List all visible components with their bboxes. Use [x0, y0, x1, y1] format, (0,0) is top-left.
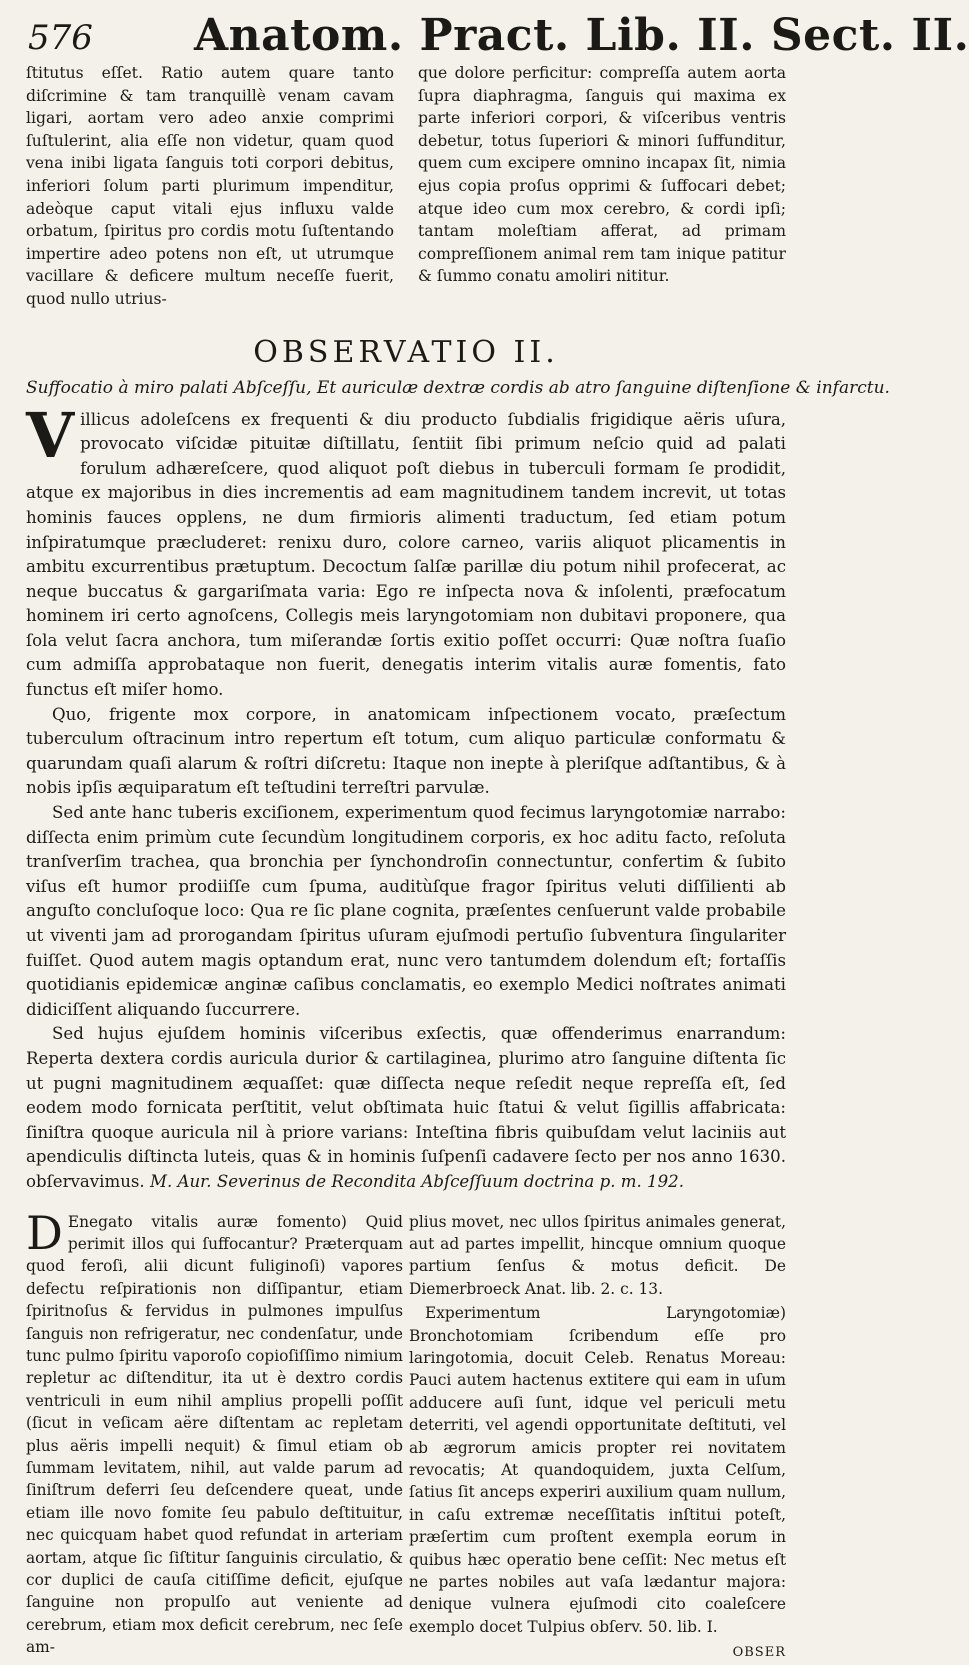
paragraph-text: Sed hujus ejuſdem hominis viſceribus exſectis, quæ offenderimus enarrandum: Reperta dextera cordis auricula durior & cartilaginea, plurimo atro ſanguine diſtenta ſic ut pugni magnitudinem æquaſſet: quæ diſſecta neque reſedit neque repreſſa eſt, ſed eodem modo fornicata perſtitit, velut obſtimata huic ſtatui & velut ſigillis affabricata: ſiniſtra quoque auricula nil à priore varians: Inteſtina fibris quibuſdam velut laciniis aut apendiculis diſtincta luteis, quas & in hominis ſuſpenſi cadavere ſecto per nos anno 1630. obſervavimus. [26, 1024, 786, 1191]
note-right-column [409, 1211, 786, 1665]
page-header [26, 0, 969, 62]
notes-section [26, 1205, 786, 1665]
top-left-text: ſtitutus eſſet. Ratio autem quare tanto diſcrimine & tam tranquillè venam cavam ligari, aortam vero adeo anxie comprimi ſuſtulerint, alia eſſe non videtur, quam quod vena inibi ligata ſanguis toti corpori debitus, inferiori ſolum parti plurimum impenditur, adeòque caput vitali ejus influxu valde orbatum, ſpiritus pro cordis motu ſuſtentando impertire adeo potens non eſt, ut utrumque vacillare & deficere multum neceſſe fuerit, quod nullo utrius- [26, 64, 394, 308]
catchword: OBSER [732, 1645, 786, 1661]
observation-body [26, 398, 786, 1195]
note-drop-cap: D [26, 1205, 63, 1260]
observation-title: OBSERVATIO II. [253, 334, 559, 370]
top-right-column [418, 62, 786, 311]
note-paragraph: Experimentum Laryngotomiæ) Bronchotomiam ſcribendum eſſe pro laringotomia, docuit Celeb. Renatus Moreau: Pauci autem hactenus extitere qui eam in uſum adducere auſi ſunt, idque vel periculi metu deterriti, vel agendi opportunitate deſtituti, vel ab ægrorum amicis propter rei novitatem revocatis; At quandoquidem, juxta Celſum, ſatius ſit anceps experiri auxilium quam nullum, in caſu extremæ neceſſitatis inſtitui poteſt, præſertim cum proſtent exempla eorum in quibus hæc operatio bene ceſſit: Nec metus eſt ne partes nobiles aut vaſa lædantur majora: denique vulnera ejuſmodi cito coaleſcere exemplo docet Tulpius obſerv. 50. lib. I. [409, 1304, 786, 1636]
note-left-column [26, 1205, 403, 1665]
citation: M. Aur. Severinus de Recondita Abſceſſuum doctrina p. m. 192. [149, 1171, 684, 1191]
running-head: Anatom. Pract. Lib. II. Sect. II. [194, 10, 969, 61]
note-paragraph: plius movet, nec ullos ſpiritus animales generat, aut ad partes impellit, hincque omnium quoque partium ſenſus & motus deficit. De Diemerbroeck Anat. lib. 2. c. 13. [409, 1212, 786, 1298]
body-paragraph [26, 398, 786, 703]
note-text: Enegato vitalis auræ fomento) Quid perimit illos qui ſuffocantur? Præterquam quod feroſi, alii dicunt fuliginoſi) vapores defectu reſpirationis non diſſipantur, etiam ſpiritnoſus & fervidus in pulmones impulſus ſanguis non refrigeratur, nec condenſatur, unde tunc pulmo ſpiritu vaporoſo copioſiſſimo nimium repletur ac diſtenditur, ita ut è dextro cordis ventriculi in eum nihil amplius propelli poſſit (ſicut in veſicam aëre diſtentam ac repletam plus aëris impelli nequit) & ſimul etiam ob ſummam levitatem, nihil, aut valde parum ad ſiniſtrum deferri ſeu deſcendere queat, unde etiam ille novo fomite ſeu pabulo deſtituitur, nec quicquam habet quod refundat in arteriam aortam, atque ſic ſiſtitur ſanguinis circulatio, & cor duplici de cauſa citiſſime deficit, ejuſque ſanguine non propulſo aut veniente ad cerebrum, etiam mox deficit cerebrum, nec ſeſe am- [26, 1212, 403, 1657]
drop-cap: V [26, 398, 75, 472]
body-paragraph: Quo, frigente mox corpore, in anatomicam inſpectionem vocato, præſectum tuberculum oſtracinum intro repertum eſt totum, cum aliquo particulæ conformatu & quarundam quaſi alarum & roſtri diſcretu: Itaque non inepte à pleriſque adſtantibus, & à nobis ipſis æquiparatum eſt teſtudini terreſtri parvulæ. [26, 704, 786, 798]
top-left-column [26, 62, 394, 311]
top-right-text: que dolore perficitur: compreſſa autem aorta ſupra diaphragma, ſanguis qui maxima ex parte inferiori corpori, & viſceribus ventris debetur, totus ſuperiori & minori ſuffunditur, quem cum excipere omnino incapax ſit, nimia ejus copia proſus opprimi & ſuffocari debet; atque ideo cum mox cerebro, & cordi ipſi; tantam moleſtiam afferat, ad primam compreſſionem animal rem tam inique patitur & ſummo conatu amoliri nititur. [418, 64, 786, 286]
page-number: 576 [28, 18, 93, 58]
paragraph-text: illicus adoleſcens ex frequenti & diu producto ſubdialis frigidique aëris uſura, provocato viſcidæ pituitæ diſtillatu, ſentiit ſibi primum neſcio quid ad palati forulum adhæreſcere, quod aliquot poſt diebus in tuberculi formam ſe prodidit, atque ex majoribus in dies incrementis ad eam magnitudinem tandem increvit, ut totas hominis fauces opplens, ne dum firmioris alimenti traductum, ſed etiam potum inſpiratumque præcluderet: renixu duro, colore carneo, variis aliquot plicamentis in ambitu excurrentibus prætuptum. Decoctum ſalſæ parillæ diu potum nihil profecerat, ac neque buccatus & gargariſmata varia: Ego re inſpecta nova & inſolenti, præfocatum hominem iri certo agnoſcens, Collegis meis laryngotomiam non dubitavi proponere, qua ſola velut ſacra anchora, tum miſerandæ ſortis exitio poſſet occurri: Quæ noſtra ſuaſio cum admiſſa approbataque non fuerit, denegatis interim vitalis auræ fomentis, fato functus eſt miſer homo. [26, 409, 786, 700]
body-paragraph [26, 1022, 786, 1194]
body-paragraph: Sed ante hanc tuberis exciſionem, experimentum quod fecimus laryngotomiæ narrabo: diſſecta enim primùm cute ſecundùm longitudinem corporis, ex hoc aditu facto, reſoluta tranſverſim trachea, qua bronchia per ſynchondroſin connectuntur, confertim & ſubito viſus eſt humor prodiiſſe cum ſpuma, auditùſque fragor ſpiritus veluti diſſilienti ab anguſto concluſoque loco: Qua re ſic plane cognita, præſentes cenſuerunt valde probabile ut viventi jam ad prorogandam ſpiritus uſuram ejuſmodi pertuſio ſubventura ſingulariter fuiſſet. Quod autem magis optandum erat, nunc vero tantumdem dolendum eſt; fortaſſis quotidianis epidemicæ anginæ caſibus conclamatis, eo exemplo Medici noſtrates animati didiciſſent aliquando ſuccurrere. [26, 803, 786, 1019]
top-columns [26, 62, 786, 311]
note-paragraph [26, 1205, 403, 1659]
observation-subtitle: Suffocatio à miro palati Abſceſſu, Et auriculæ dextræ cordis ab atro ſanguine diſtenſione & infarctu. [26, 377, 890, 398]
